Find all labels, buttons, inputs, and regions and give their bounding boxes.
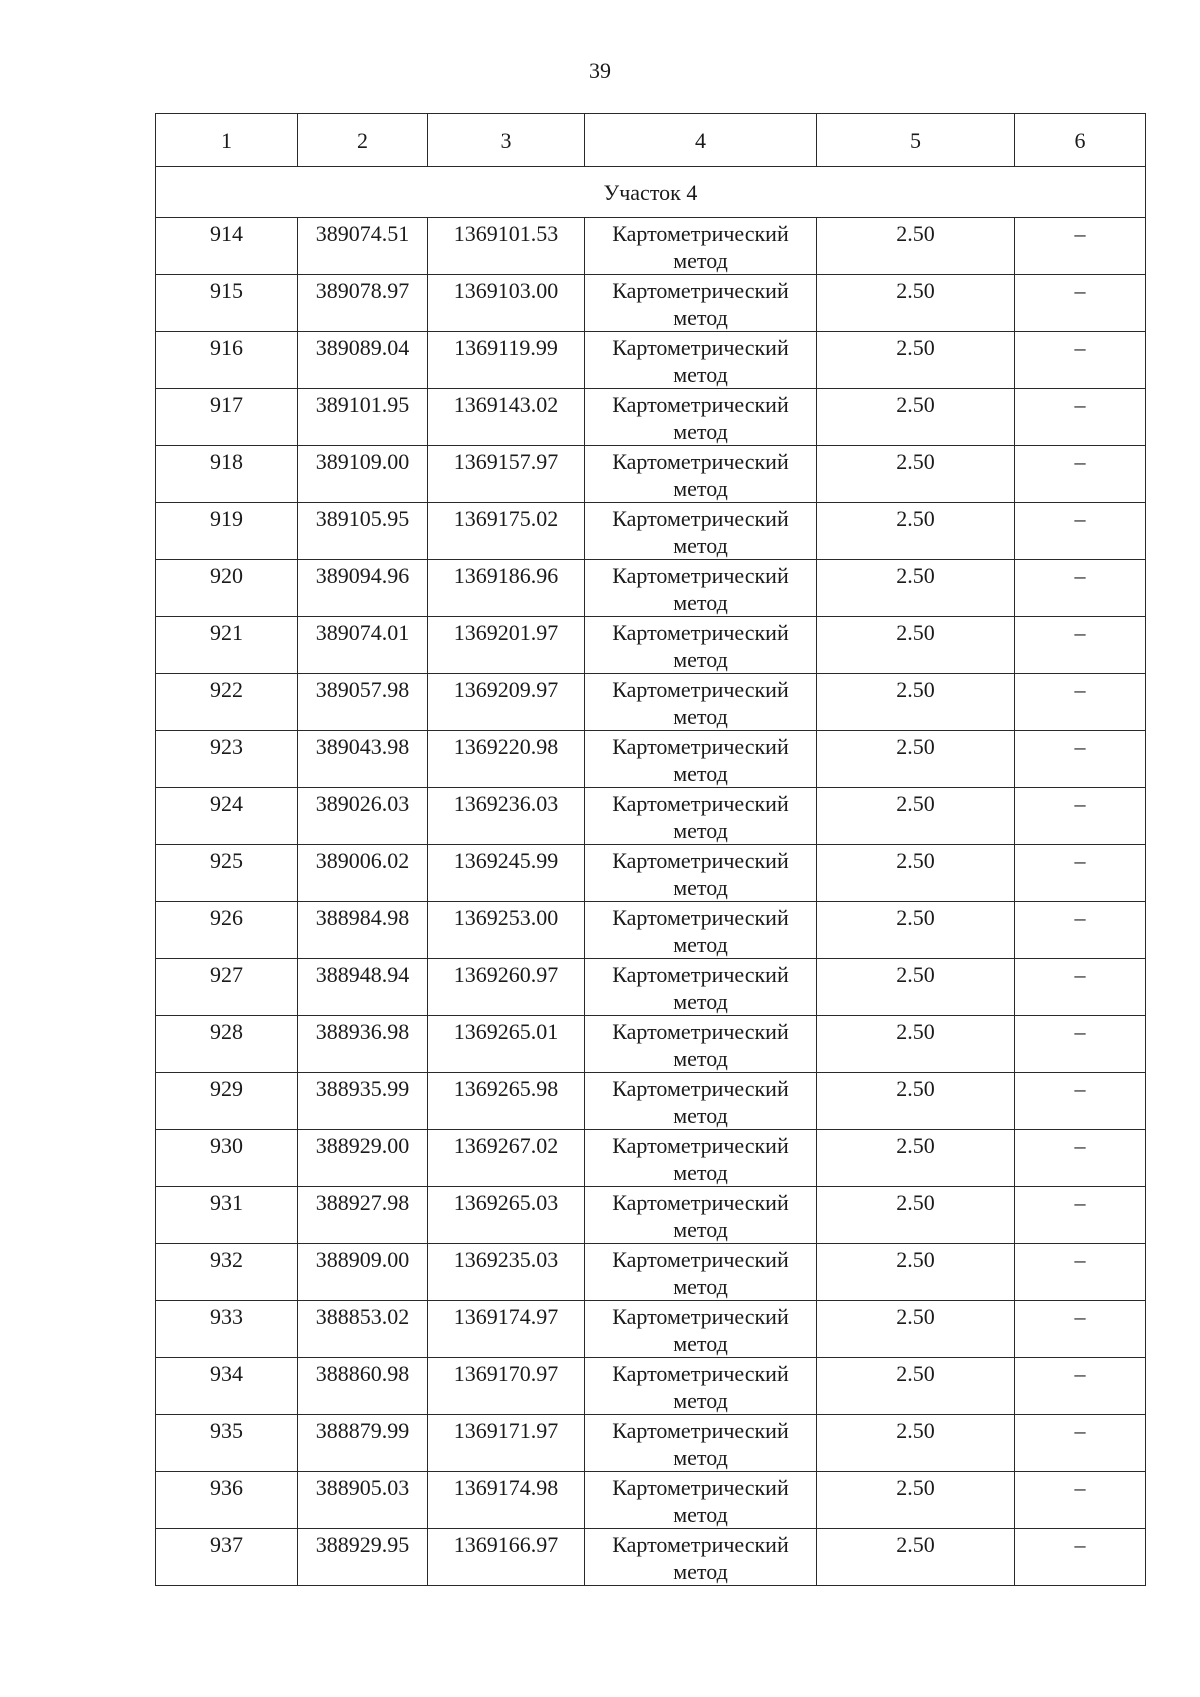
y-coordinate-cell: 1369157.97 xyxy=(428,446,585,503)
point-number-cell: 928 xyxy=(156,1016,298,1073)
method-line: Картометрический xyxy=(612,1304,789,1329)
description-cell: – xyxy=(1015,731,1146,788)
table-row xyxy=(156,617,1146,674)
accuracy-cell: 2.50 xyxy=(817,218,1015,275)
point-number-cell: 922 xyxy=(156,674,298,731)
point-number-cell: 916 xyxy=(156,332,298,389)
method-cell xyxy=(585,788,817,845)
x-coordinate-cell: 389026.03 xyxy=(298,788,428,845)
method-cell xyxy=(585,617,817,674)
accuracy-cell: 2.50 xyxy=(817,845,1015,902)
column-number-cell: 5 xyxy=(817,114,1015,167)
y-coordinate-cell: 1369245.99 xyxy=(428,845,585,902)
method-line: Картометрический xyxy=(612,278,789,303)
column-number-cell: 2 xyxy=(298,114,428,167)
x-coordinate-cell: 388948.94 xyxy=(298,959,428,1016)
point-number-cell: 918 xyxy=(156,446,298,503)
y-coordinate-cell: 1369260.97 xyxy=(428,959,585,1016)
x-coordinate-cell: 388927.98 xyxy=(298,1187,428,1244)
method-line: метод xyxy=(673,305,728,330)
method-line: метод xyxy=(673,818,728,843)
accuracy-cell: 2.50 xyxy=(817,959,1015,1016)
table-row xyxy=(156,902,1146,959)
table-row xyxy=(156,1358,1146,1415)
method-cell xyxy=(585,1415,817,1472)
point-number-cell: 926 xyxy=(156,902,298,959)
section-row xyxy=(156,167,1146,218)
y-coordinate-cell: 1369253.00 xyxy=(428,902,585,959)
method-line: Картометрический xyxy=(612,905,789,930)
description-cell: – xyxy=(1015,446,1146,503)
y-coordinate-cell: 1369171.97 xyxy=(428,1415,585,1472)
method-line: Картометрический xyxy=(612,449,789,474)
method-cell xyxy=(585,1472,817,1529)
y-coordinate-cell: 1369220.98 xyxy=(428,731,585,788)
point-number-cell: 933 xyxy=(156,1301,298,1358)
description-cell: – xyxy=(1015,902,1146,959)
method-line: Картометрический xyxy=(612,1019,789,1044)
point-number-cell: 935 xyxy=(156,1415,298,1472)
method-line: метод xyxy=(673,1445,728,1470)
method-line: Картометрический xyxy=(612,848,789,873)
y-coordinate-cell: 1369265.98 xyxy=(428,1073,585,1130)
method-line: Картометрический xyxy=(612,1076,789,1101)
accuracy-cell: 2.50 xyxy=(817,1415,1015,1472)
description-cell: – xyxy=(1015,389,1146,446)
description-cell: – xyxy=(1015,617,1146,674)
table-body xyxy=(156,114,1146,1586)
method-line: метод xyxy=(673,248,728,273)
point-number-cell: 929 xyxy=(156,1073,298,1130)
accuracy-cell: 2.50 xyxy=(817,1187,1015,1244)
x-coordinate-cell: 388936.98 xyxy=(298,1016,428,1073)
accuracy-cell: 2.50 xyxy=(817,332,1015,389)
method-cell xyxy=(585,560,817,617)
method-cell xyxy=(585,1073,817,1130)
point-number-cell: 914 xyxy=(156,218,298,275)
description-cell: – xyxy=(1015,1130,1146,1187)
point-number-cell: 934 xyxy=(156,1358,298,1415)
method-cell xyxy=(585,389,817,446)
point-number-cell: 915 xyxy=(156,275,298,332)
method-cell xyxy=(585,1529,817,1586)
method-cell xyxy=(585,731,817,788)
y-coordinate-cell: 1369235.03 xyxy=(428,1244,585,1301)
method-line: Картометрический xyxy=(612,506,789,531)
x-coordinate-cell: 388860.98 xyxy=(298,1358,428,1415)
accuracy-cell: 2.50 xyxy=(817,275,1015,332)
method-line: метод xyxy=(673,932,728,957)
y-coordinate-cell: 1369101.53 xyxy=(428,218,585,275)
method-line: Картометрический xyxy=(612,791,789,816)
table-row xyxy=(156,1073,1146,1130)
column-number-cell: 3 xyxy=(428,114,585,167)
method-line: Картометрический xyxy=(612,1418,789,1443)
description-cell: – xyxy=(1015,788,1146,845)
accuracy-cell: 2.50 xyxy=(817,1358,1015,1415)
table-row xyxy=(156,389,1146,446)
table-row xyxy=(156,845,1146,902)
accuracy-cell: 2.50 xyxy=(817,1016,1015,1073)
point-number-cell: 937 xyxy=(156,1529,298,1586)
description-cell: – xyxy=(1015,218,1146,275)
description-cell: – xyxy=(1015,560,1146,617)
x-coordinate-cell: 388905.03 xyxy=(298,1472,428,1529)
accuracy-cell: 2.50 xyxy=(817,1244,1015,1301)
description-cell: – xyxy=(1015,1415,1146,1472)
page-number: 39 xyxy=(589,58,611,83)
description-cell: – xyxy=(1015,275,1146,332)
accuracy-cell: 2.50 xyxy=(817,1472,1015,1529)
method-line: метод xyxy=(673,533,728,558)
method-line: Картометрический xyxy=(612,1247,789,1272)
point-number-cell: 917 xyxy=(156,389,298,446)
x-coordinate-cell: 388929.95 xyxy=(298,1529,428,1586)
method-cell xyxy=(585,332,817,389)
point-number-cell: 920 xyxy=(156,560,298,617)
table-row xyxy=(156,1187,1146,1244)
method-line: метод xyxy=(673,476,728,501)
point-number-cell: 924 xyxy=(156,788,298,845)
description-cell: – xyxy=(1015,845,1146,902)
method-line: Картометрический xyxy=(612,1361,789,1386)
accuracy-cell: 2.50 xyxy=(817,1529,1015,1586)
method-cell xyxy=(585,218,817,275)
description-cell: – xyxy=(1015,1016,1146,1073)
method-line: метод xyxy=(673,704,728,729)
table-row xyxy=(156,332,1146,389)
method-line: метод xyxy=(673,989,728,1014)
accuracy-cell: 2.50 xyxy=(817,902,1015,959)
column-number-row xyxy=(156,114,1146,167)
description-cell: – xyxy=(1015,1073,1146,1130)
table-row xyxy=(156,1301,1146,1358)
table-row xyxy=(156,218,1146,275)
y-coordinate-cell: 1369175.02 xyxy=(428,503,585,560)
accuracy-cell: 2.50 xyxy=(817,446,1015,503)
y-coordinate-cell: 1369265.03 xyxy=(428,1187,585,1244)
method-line: Картометрический xyxy=(612,335,789,360)
method-cell xyxy=(585,674,817,731)
method-line: метод xyxy=(673,1046,728,1071)
method-cell xyxy=(585,1130,817,1187)
y-coordinate-cell: 1369201.97 xyxy=(428,617,585,674)
x-coordinate-cell: 388929.00 xyxy=(298,1130,428,1187)
table-row xyxy=(156,1130,1146,1187)
y-coordinate-cell: 1369265.01 xyxy=(428,1016,585,1073)
description-cell: – xyxy=(1015,674,1146,731)
method-line: метод xyxy=(673,419,728,444)
y-coordinate-cell: 1369170.97 xyxy=(428,1358,585,1415)
method-cell xyxy=(585,1187,817,1244)
y-coordinate-cell: 1369119.99 xyxy=(428,332,585,389)
coordinates-table xyxy=(155,113,1146,1586)
x-coordinate-cell: 389109.00 xyxy=(298,446,428,503)
method-line: Картометрический xyxy=(612,620,789,645)
description-cell: – xyxy=(1015,1472,1146,1529)
description-cell: – xyxy=(1015,1244,1146,1301)
accuracy-cell: 2.50 xyxy=(817,788,1015,845)
method-line: Картометрический xyxy=(612,962,789,987)
description-cell: – xyxy=(1015,959,1146,1016)
method-cell xyxy=(585,902,817,959)
table-row xyxy=(156,503,1146,560)
description-cell: – xyxy=(1015,1529,1146,1586)
method-line: метод xyxy=(673,1217,728,1242)
column-number-cell: 1 xyxy=(156,114,298,167)
accuracy-cell: 2.50 xyxy=(817,389,1015,446)
method-cell xyxy=(585,959,817,1016)
method-line: Картометрический xyxy=(612,1532,789,1557)
x-coordinate-cell: 389105.95 xyxy=(298,503,428,560)
method-line: метод xyxy=(673,1331,728,1356)
point-number-cell: 925 xyxy=(156,845,298,902)
table-row xyxy=(156,560,1146,617)
method-line: Картометрический xyxy=(612,563,789,588)
x-coordinate-cell: 389074.01 xyxy=(298,617,428,674)
accuracy-cell: 2.50 xyxy=(817,1073,1015,1130)
method-cell xyxy=(585,1358,817,1415)
x-coordinate-cell: 389094.96 xyxy=(298,560,428,617)
table-row xyxy=(156,446,1146,503)
description-cell: – xyxy=(1015,1301,1146,1358)
table-row xyxy=(156,674,1146,731)
method-line: метод xyxy=(673,761,728,786)
section-title: Участок 4 xyxy=(156,167,1146,218)
x-coordinate-cell: 389101.95 xyxy=(298,389,428,446)
y-coordinate-cell: 1369209.97 xyxy=(428,674,585,731)
y-coordinate-cell: 1369267.02 xyxy=(428,1130,585,1187)
point-number-cell: 932 xyxy=(156,1244,298,1301)
method-cell xyxy=(585,1301,817,1358)
method-line: метод xyxy=(673,1502,728,1527)
accuracy-cell: 2.50 xyxy=(817,731,1015,788)
method-line: Картометрический xyxy=(612,392,789,417)
method-line: метод xyxy=(673,1559,728,1584)
y-coordinate-cell: 1369103.00 xyxy=(428,275,585,332)
method-line: метод xyxy=(673,1274,728,1299)
description-cell: – xyxy=(1015,1187,1146,1244)
accuracy-cell: 2.50 xyxy=(817,617,1015,674)
method-cell xyxy=(585,446,817,503)
table-row xyxy=(156,1472,1146,1529)
table-row xyxy=(156,731,1146,788)
x-coordinate-cell: 388909.00 xyxy=(298,1244,428,1301)
description-cell: – xyxy=(1015,332,1146,389)
y-coordinate-cell: 1369186.96 xyxy=(428,560,585,617)
x-coordinate-cell: 389089.04 xyxy=(298,332,428,389)
method-line: метод xyxy=(673,1160,728,1185)
y-coordinate-cell: 1369166.97 xyxy=(428,1529,585,1586)
method-line: Картометрический xyxy=(612,1133,789,1158)
method-cell xyxy=(585,1244,817,1301)
method-line: метод xyxy=(673,1388,728,1413)
column-number-cell: 4 xyxy=(585,114,817,167)
x-coordinate-cell: 389078.97 xyxy=(298,275,428,332)
y-coordinate-cell: 1369236.03 xyxy=(428,788,585,845)
x-coordinate-cell: 388935.99 xyxy=(298,1073,428,1130)
method-line: метод xyxy=(673,647,728,672)
accuracy-cell: 2.50 xyxy=(817,1301,1015,1358)
x-coordinate-cell: 389006.02 xyxy=(298,845,428,902)
point-number-cell: 936 xyxy=(156,1472,298,1529)
x-coordinate-cell: 388879.99 xyxy=(298,1415,428,1472)
method-line: Картометрический xyxy=(612,677,789,702)
point-number-cell: 923 xyxy=(156,731,298,788)
table-row xyxy=(156,1529,1146,1586)
table-row xyxy=(156,1415,1146,1472)
y-coordinate-cell: 1369174.97 xyxy=(428,1301,585,1358)
y-coordinate-cell: 1369143.02 xyxy=(428,389,585,446)
column-number-cell: 6 xyxy=(1015,114,1146,167)
accuracy-cell: 2.50 xyxy=(817,503,1015,560)
description-cell: – xyxy=(1015,1358,1146,1415)
method-line: Картометрический xyxy=(612,1475,789,1500)
method-line: метод xyxy=(673,1103,728,1128)
y-coordinate-cell: 1369174.98 xyxy=(428,1472,585,1529)
table-row xyxy=(156,959,1146,1016)
point-number-cell: 927 xyxy=(156,959,298,1016)
point-number-cell: 921 xyxy=(156,617,298,674)
accuracy-cell: 2.50 xyxy=(817,560,1015,617)
description-cell: – xyxy=(1015,503,1146,560)
method-cell xyxy=(585,275,817,332)
point-number-cell: 919 xyxy=(156,503,298,560)
point-number-cell: 930 xyxy=(156,1130,298,1187)
accuracy-cell: 2.50 xyxy=(817,674,1015,731)
x-coordinate-cell: 389074.51 xyxy=(298,218,428,275)
method-cell xyxy=(585,503,817,560)
method-line: метод xyxy=(673,590,728,615)
x-coordinate-cell: 388984.98 xyxy=(298,902,428,959)
method-line: Картометрический xyxy=(612,1190,789,1215)
table-row xyxy=(156,788,1146,845)
table-row xyxy=(156,1244,1146,1301)
table-row xyxy=(156,275,1146,332)
x-coordinate-cell: 389057.98 xyxy=(298,674,428,731)
method-cell xyxy=(585,845,817,902)
method-line: метод xyxy=(673,875,728,900)
method-line: Картометрический xyxy=(612,221,789,246)
method-cell xyxy=(585,1016,817,1073)
accuracy-cell: 2.50 xyxy=(817,1130,1015,1187)
method-line: метод xyxy=(673,362,728,387)
method-line: Картометрический xyxy=(612,734,789,759)
table-row xyxy=(156,1016,1146,1073)
x-coordinate-cell: 389043.98 xyxy=(298,731,428,788)
point-number-cell: 931 xyxy=(156,1187,298,1244)
x-coordinate-cell: 388853.02 xyxy=(298,1301,428,1358)
